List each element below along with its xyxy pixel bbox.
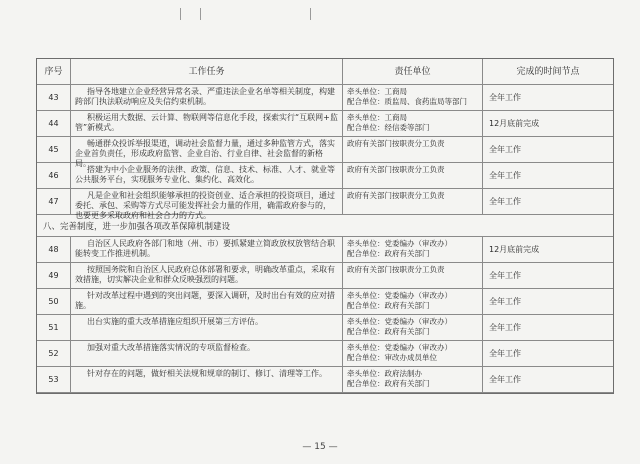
header-owner: 责任单位 bbox=[343, 59, 483, 85]
row-deadline: 全年工作 bbox=[483, 189, 613, 215]
page-number: — 15 — bbox=[302, 442, 338, 452]
table-row bbox=[37, 237, 613, 263]
table-header-row bbox=[37, 59, 613, 85]
row-owner: 牵头单位：党委编办（审改办） 配合单位：政府有关部门 bbox=[343, 237, 483, 263]
row-no: 46 bbox=[37, 163, 71, 189]
row-task: 凡是企业和社会组织能够承担的投资创业、适合承担的投资项目，通过委托、承包、采购等方式尽可能发挥社会力量的作用，确需政府参与的，也要更多采取政府和社会合力的方式。 bbox=[71, 189, 343, 215]
row-no: 48 bbox=[37, 237, 71, 263]
row-deadline: 全年工作 bbox=[483, 263, 613, 289]
row-deadline: 全年工作 bbox=[483, 289, 613, 315]
scan-mark bbox=[200, 8, 201, 20]
row-no: 52 bbox=[37, 341, 71, 367]
row-deadline: 12月底前完成 bbox=[483, 237, 613, 263]
row-no: 47 bbox=[37, 189, 71, 215]
row-task: 针对改革过程中遇到的突出问题，要深入调研，及时出台有效的应对措施。 bbox=[71, 289, 343, 315]
row-task: 加强对重大改革措施落实情况的专项监督检查。 bbox=[71, 341, 343, 367]
row-task: 指导各地建立企业经营异常名录、严重违法企业名单等相关制度，构建跨部门执法联动响应及失信约束机制。 bbox=[71, 85, 343, 111]
row-task: 针对存在的问题，做好相关法规和规章的制订、修订、清理等工作。 bbox=[71, 367, 343, 393]
row-no: 43 bbox=[37, 85, 71, 111]
row-task: 畅通群众投诉举报渠道，调动社会监督力量，通过多种监管方式，落实企业首负责任，形成政府监管、企业自治、行业自律、社会监督的新格局。 bbox=[71, 137, 343, 163]
row-owner: 牵头单位：党委编办（审改办） 配合单位：审改办成员单位 bbox=[343, 341, 483, 367]
task-table bbox=[36, 58, 614, 394]
row-no: 50 bbox=[37, 289, 71, 315]
scan-mark bbox=[310, 8, 311, 20]
table-row bbox=[37, 189, 613, 220]
row-task: 出台实施的重大改革措施应组织开展第三方评估。 bbox=[71, 315, 343, 341]
row-no: 53 bbox=[37, 367, 71, 393]
row-deadline: 全年工作 bbox=[483, 341, 613, 367]
scan-mark bbox=[180, 8, 181, 20]
scan-marks bbox=[160, 8, 460, 22]
row-owner: 牵头单位：工商局 配合单位：经信委等部门 bbox=[343, 111, 483, 137]
section-heading: 八、完善制度，进一步加强各项改革保障机制建设 bbox=[37, 215, 613, 237]
table-row bbox=[37, 315, 613, 341]
row-owner: 政府有关部门按职责分工负责 bbox=[343, 189, 483, 215]
header-deadline: 完成的时间节点 bbox=[483, 59, 613, 85]
table-row bbox=[37, 137, 613, 168]
table-row bbox=[37, 341, 613, 367]
table-row bbox=[37, 85, 613, 111]
row-task: 积极运用大数据、云计算、物联网等信息化手段，探索实行“互联网+监管”新模式。 bbox=[71, 111, 343, 137]
table-row bbox=[37, 163, 613, 189]
row-owner: 牵头单位：党委编办（审改办） 配合单位：政府有关部门 bbox=[343, 315, 483, 341]
row-no: 49 bbox=[37, 263, 71, 289]
row-no: 51 bbox=[37, 315, 71, 341]
row-task: 搭建为中小企业服务的法律、政策、信息、技术、标准、人才、就业等公共服务平台，实现服务专业化、集约化、高效化。 bbox=[71, 163, 343, 189]
row-owner: 政府有关部门按职责分工负责 bbox=[343, 163, 483, 189]
row-task: 按照国务院和自治区人民政府总体部署和要求，明确改革重点，采取有效措施，切实解决企业和群众反映强烈的问题。 bbox=[71, 263, 343, 289]
row-deadline: 全年工作 bbox=[483, 367, 613, 393]
row-owner: 牵头单位：政府法制办 配合单位：政府有关部门 bbox=[343, 367, 483, 393]
table-row bbox=[37, 367, 613, 393]
row-owner: 牵头单位：工商局 配合单位：质监局、食药监局等部门 bbox=[343, 85, 483, 111]
row-owner: 牵头单位：党委编办（审改办） 配合单位：政府有关部门 bbox=[343, 289, 483, 315]
row-owner: 政府有关部门按职责分工负责 bbox=[343, 263, 483, 289]
row-no: 44 bbox=[37, 111, 71, 137]
row-task: 自治区人民政府各部门和地（州、市）要抓紧建立简政放权放管结合职能转变工作推进机制。 bbox=[71, 237, 343, 263]
row-deadline: 12月底前完成 bbox=[483, 111, 613, 137]
header-no: 序号 bbox=[37, 59, 71, 85]
header-task: 工作任务 bbox=[71, 59, 343, 85]
row-deadline: 全年工作 bbox=[483, 315, 613, 341]
row-deadline: 全年工作 bbox=[483, 85, 613, 111]
table-row bbox=[37, 111, 613, 137]
row-deadline: 全年工作 bbox=[483, 163, 613, 189]
row-deadline: 全年工作 bbox=[483, 137, 613, 163]
table-row bbox=[37, 289, 613, 315]
row-no: 45 bbox=[37, 137, 71, 163]
row-owner: 政府有关部门按职责分工负责 bbox=[343, 137, 483, 163]
table-row bbox=[37, 263, 613, 289]
